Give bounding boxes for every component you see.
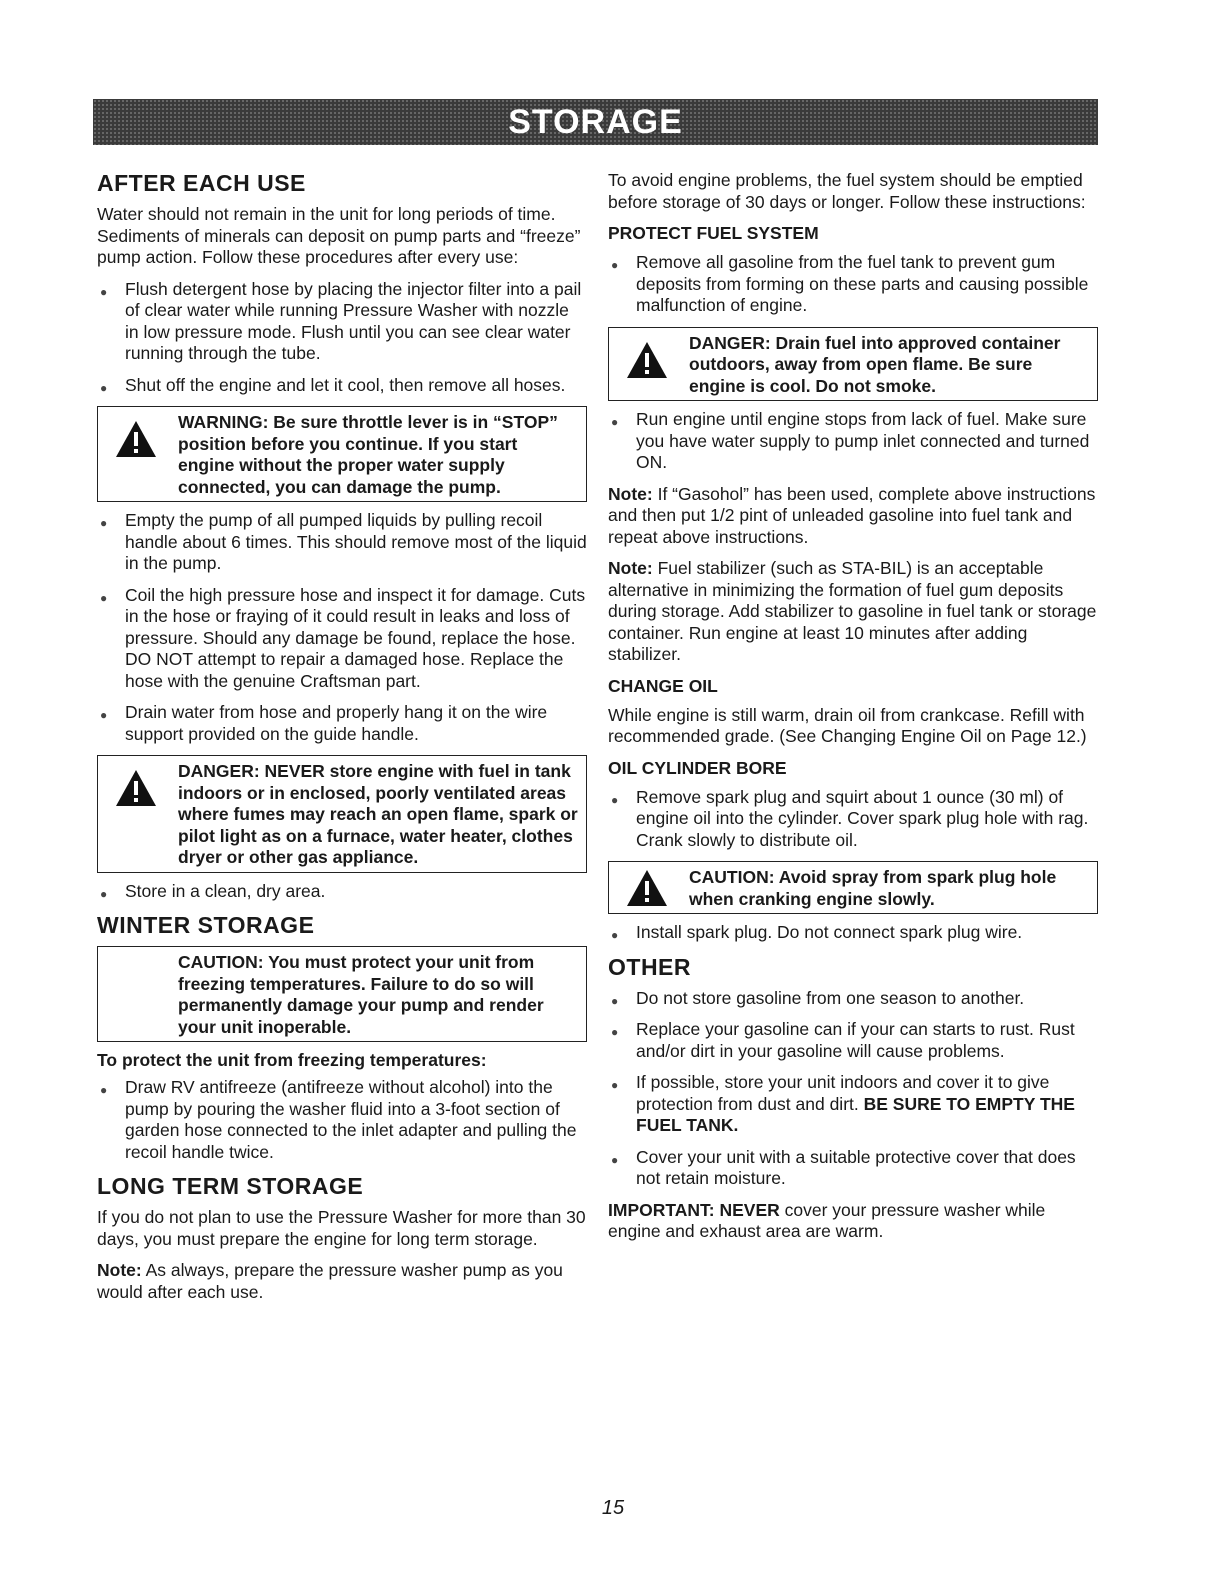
protect-list-2 bbox=[608, 409, 1098, 474]
list-item: ● Empty the pump of all pumped liquids by pulling recoil handle about 6 times. This should remove most of the liquid in the pump. bbox=[100, 510, 587, 573]
long-term-note: Note: As always, prepare the pressure washer pump as you would after each use. bbox=[97, 1260, 563, 1302]
left-column bbox=[97, 170, 587, 1313]
caution-box bbox=[97, 946, 587, 1042]
right-column bbox=[608, 170, 1098, 1253]
bullet-icon: ● bbox=[611, 1025, 619, 1039]
bullet-icon: ● bbox=[100, 590, 108, 605]
caution-box bbox=[608, 861, 1098, 914]
long-term-text: If you do not plan to use the Pressure Washer for more than 30 days, you must prepare the engine for long term storage. bbox=[97, 1207, 586, 1249]
protect-list-1 bbox=[608, 252, 1098, 317]
bullet-icon: ● bbox=[100, 708, 108, 722]
list-item: ● Store in a clean, dry area. bbox=[97, 881, 587, 903]
bullet-icon: ● bbox=[100, 516, 108, 530]
danger-box bbox=[97, 755, 587, 873]
list-item: ● Cover your unit with a suitable protective cover that does not retain moisture. bbox=[611, 1146, 1076, 1188]
list-item: ● Flush detergent hose by placing the injector filter into a pail of clear water while running Pressure Washer with nozzle in low pressure mode. Flush until you can see clear water running through the tube. bbox=[100, 278, 582, 363]
list-item: ● If possible, store your unit indoors and cover it to give protection from dust and dirt. BE SURE TO EMPTY THE FUEL TANK. bbox=[611, 1072, 1075, 1135]
change-oil-text: While engine is still warm, drain oil from crankcase. Refill with recommended grade. (See Changing Engine Oil on Page 12.) bbox=[608, 704, 1087, 746]
danger-text: DANGER: NEVER store engine with fuel in tank indoors or in enclosed, poorly ventilated areas where fumes may reach an open flame, spark or pilot light as on a furnace, water heater, clothes dryer or other gas appliance. bbox=[178, 761, 578, 867]
oil-cylinder-list-1 bbox=[608, 787, 1098, 852]
list-item: ● Do not store gasoline from one season to another. bbox=[608, 988, 1098, 1010]
change-oil-heading: CHANGE OIL bbox=[608, 675, 718, 696]
section-banner bbox=[93, 99, 1098, 145]
banner-title: STORAGE bbox=[508, 102, 683, 141]
bullet-icon: ● bbox=[100, 284, 108, 299]
bullet-icon: ● bbox=[611, 258, 619, 272]
bullet-icon: ● bbox=[611, 928, 619, 942]
warning-box bbox=[97, 406, 587, 502]
bullet-icon: ● bbox=[100, 886, 108, 901]
list-item: ● Remove spark plug and squirt about 1 ounce (30 ml) of engine oil into the cylinder. Cover spark plug hole with rag. Crank slowly to distribute oil. bbox=[611, 786, 1089, 850]
list-item: ● Remove all gasoline from the fuel tank to prevent gum deposits from forming on these parts and causing possible malfunction of engine. bbox=[611, 252, 1089, 315]
page-number: 15 bbox=[601, 1497, 625, 1519]
warning-icon bbox=[114, 419, 158, 459]
oil-cylinder-list-2 bbox=[608, 922, 1098, 944]
bullet-icon: ● bbox=[611, 993, 619, 1008]
bullet-icon: ● bbox=[100, 1083, 108, 1097]
after-each-use-intro: Water should not remain in the unit for long periods of time. Sediments of minerals can deposit on pump parts and “freeze” pump action. Follow these procedures after every use: bbox=[97, 204, 581, 267]
stabilizer-note: Note: Fuel stabilizer (such as STA-BIL) is an acceptable alternative in minimizing the formation of fuel gum deposits during storage. Add stabilizer to gasoline in fuel tank or storage container. Run engine at least 10 minutes after adding stabilizer. bbox=[608, 558, 1097, 664]
warning-icon bbox=[114, 768, 158, 808]
list-item: ● Draw RV antifreeze (antifreeze without alcohol) into the pump by pouring the washer fluid into a 3-foot section of garden hose connected to the inlet adapter and pulling the recoil handle twice. bbox=[100, 1077, 577, 1162]
protect-fuel-heading: PROTECT FUEL SYSTEM bbox=[608, 223, 819, 243]
caution-text: CAUTION: You must protect your unit from freezing temperatures. Failure to do so will permanently damage your pump and render your unit inoperable. bbox=[178, 952, 544, 1037]
after-each-use-list-1 bbox=[97, 279, 587, 397]
list-item: ● Drain water from hose and properly hang it on the wire support provided on the guide handle. bbox=[100, 702, 548, 744]
list-item: ● Run engine until engine stops from lack of fuel. Make sure you have water supply to pump inlet connected and turned ON. bbox=[611, 409, 1090, 472]
warning-icon bbox=[625, 340, 669, 380]
fuel-intro: To avoid engine problems, the fuel system should be emptied before storage of 30 days or longer. Follow these instructions: bbox=[608, 170, 1086, 212]
bullet-icon: ● bbox=[611, 1078, 619, 1092]
danger-text: DANGER: Drain fuel into approved container outdoors, away from open flame. Be sure engine is cool. Do not smoke. bbox=[689, 332, 1061, 396]
other-heading: OTHER bbox=[608, 953, 691, 980]
caution-text: CAUTION: Avoid spray from spark plug hole when cranking engine slowly. bbox=[689, 867, 1057, 909]
list-item: ● Coil the high pressure hose and inspect it for damage. Cuts in the hose or fraying of it could result in leaks and loss of pressure. Should any damage be found, replace the hose. DO NOT attempt to repair a damaged hose. Replace the hose with the genuine Craftsman part. bbox=[100, 584, 586, 691]
long-term-storage-heading: LONG TERM STORAGE bbox=[97, 1173, 364, 1199]
list-item: ● Replace your gasoline can if your can starts to rust. Rust and/or dirt in your gasoline will cause problems. bbox=[611, 1019, 1075, 1061]
other-list bbox=[608, 988, 1098, 1190]
winter-subheading: To protect the unit from freezing temperatures: bbox=[97, 1050, 487, 1070]
winter-storage-heading: WINTER STORAGE bbox=[97, 912, 315, 938]
bullet-icon: ● bbox=[611, 415, 619, 429]
warning-text: WARNING: Be sure throttle lever is in “STOP” position before you continue. If you start engine without the proper water supply connected, you can damage the pump. bbox=[178, 412, 558, 497]
bullet-icon: ● bbox=[611, 1152, 619, 1167]
warning-icon bbox=[625, 868, 669, 908]
after-each-use-list-3 bbox=[97, 881, 587, 903]
after-each-use-heading: AFTER EACH USE bbox=[97, 170, 306, 196]
gasohol-note: Note: If “Gasohol” has been used, complete above instructions and then put 1/2 pint of unleaded gasoline into fuel tank and repeat above instructions. bbox=[608, 483, 1096, 547]
danger-box bbox=[608, 327, 1098, 402]
bullet-icon: ● bbox=[611, 792, 619, 807]
important-note: IMPORTANT: NEVER cover your pressure washer while engine and exhaust area are warm. bbox=[608, 1199, 1046, 1241]
list-item: ● Install spark plug. Do not connect spark plug wire. bbox=[608, 922, 1098, 944]
list-item: ● Shut off the engine and let it cool, then remove all hoses. bbox=[97, 375, 587, 397]
oil-cylinder-heading: OIL CYLINDER BORE bbox=[608, 757, 787, 778]
bullet-icon: ● bbox=[100, 380, 108, 395]
winter-list bbox=[97, 1077, 587, 1163]
after-each-use-list-2 bbox=[97, 510, 587, 745]
